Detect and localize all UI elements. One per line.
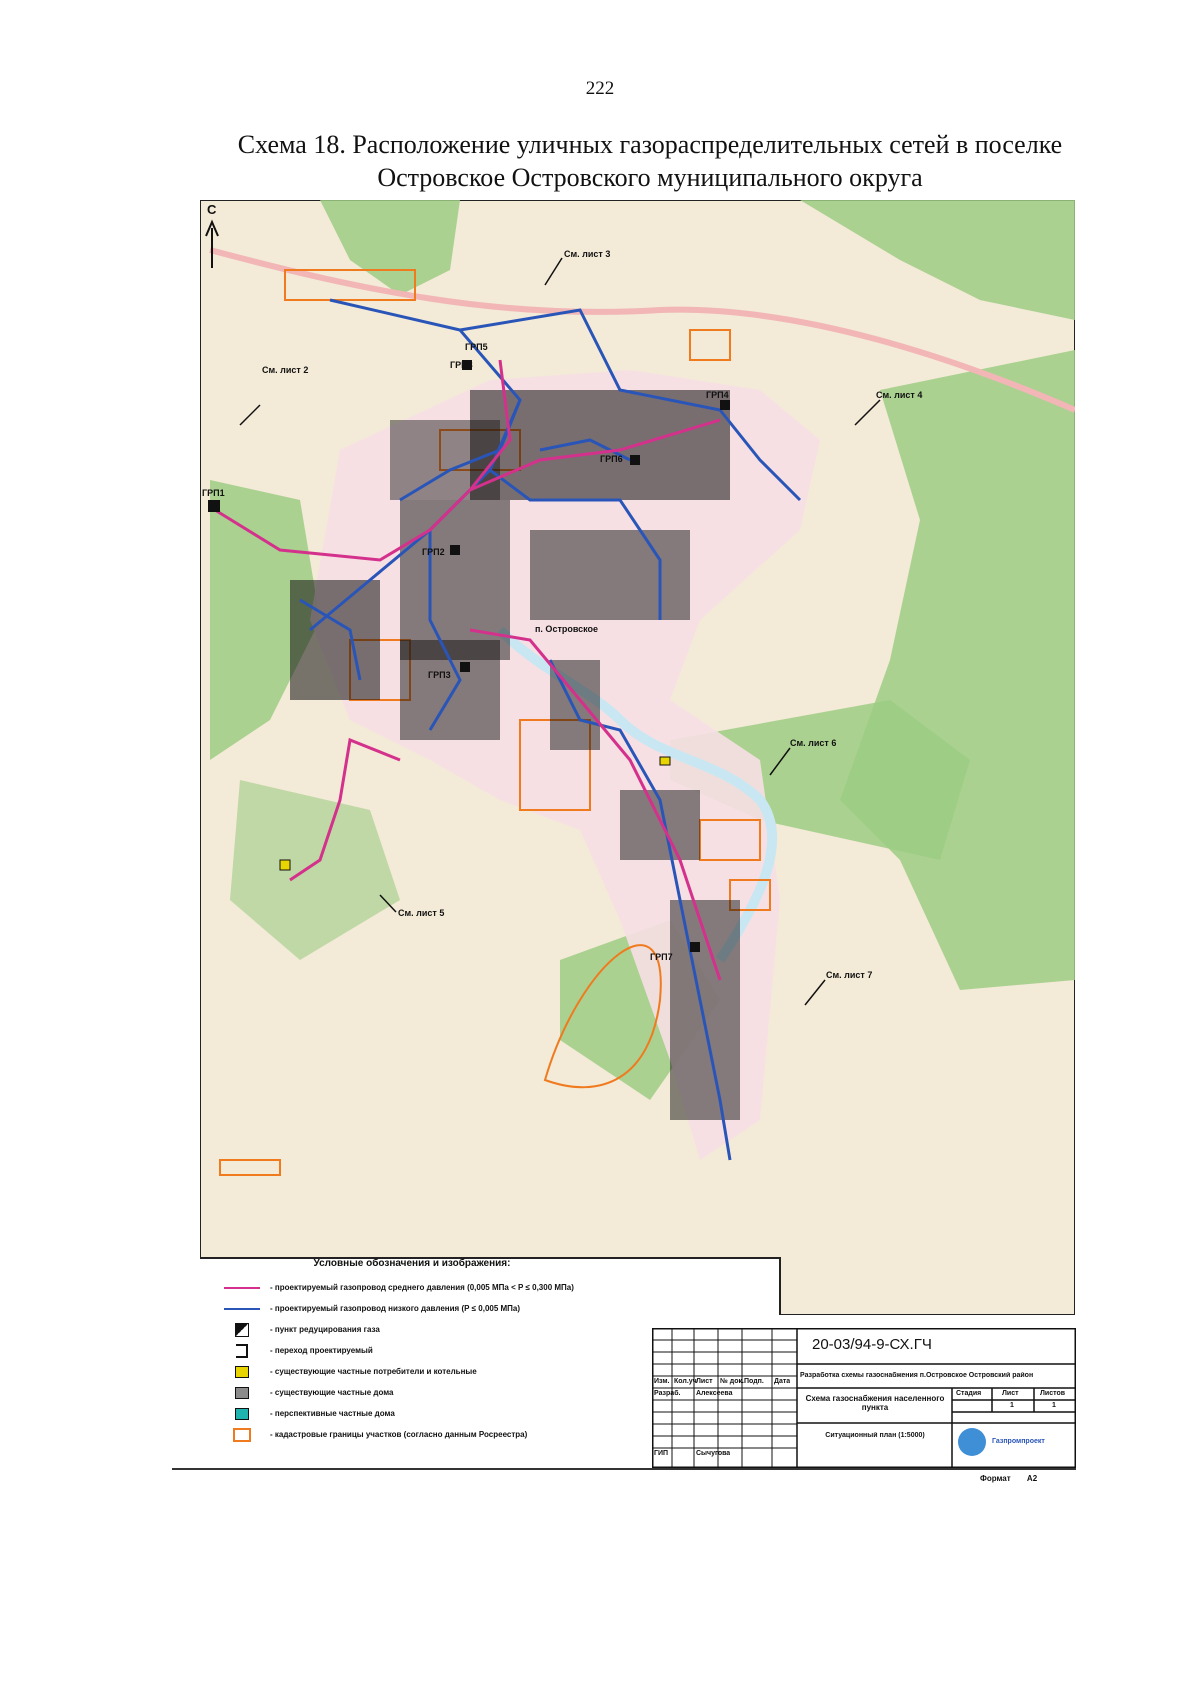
grp-marker — [450, 545, 460, 555]
legend-item — [222, 1277, 602, 1298]
grp-marker — [460, 662, 470, 672]
legend-item — [222, 1403, 602, 1424]
grp-label: ГРП3 — [428, 670, 451, 680]
grp-label: ГРП1 — [202, 488, 225, 498]
gip-role: ГИП — [654, 1450, 669, 1457]
grp-label: ГРП5 — [465, 342, 488, 352]
gip-name: Сычугова — [696, 1450, 731, 1457]
blue-line-icon — [222, 1302, 262, 1316]
yellow-box-icon — [222, 1365, 262, 1379]
grp-label: ГРП2 — [422, 547, 445, 557]
developer-role: Разраб. — [654, 1390, 681, 1397]
map-canvas — [200, 200, 1075, 1315]
teal-box-icon — [222, 1407, 262, 1421]
crossing-icon — [222, 1344, 262, 1358]
grp-label: ГРП4 — [706, 390, 729, 400]
figure-title-line-1: Схема 18. Расположение уличных газораспределительных сетей в поселке — [237, 130, 1063, 159]
legend-item-text: - существующие частные потребители и котельные — [270, 1367, 477, 1376]
grp-marker — [630, 455, 640, 465]
page-number: 222 — [585, 78, 615, 99]
company-name: Газпромпроект — [992, 1438, 1045, 1445]
legend-item-text: - проектируемый газопровод среднего давления (0,005 МПа < Р ≤ 0,300 МПа) — [270, 1283, 574, 1292]
grp-marker — [208, 500, 220, 512]
sheet-reference: См. лист 4 — [876, 390, 923, 400]
sheet-header: Лист — [1002, 1390, 1019, 1397]
grp-label: ГРП7 — [650, 952, 673, 962]
legend-item — [222, 1424, 602, 1445]
stamp-col-header: Изм. — [654, 1378, 670, 1385]
sheets-value: 1 — [1052, 1402, 1056, 1409]
gray-box-icon — [222, 1386, 262, 1400]
legend-item — [222, 1382, 602, 1403]
legend-item — [222, 1340, 602, 1361]
orange-box-icon — [222, 1428, 262, 1442]
stamp-col-header: Кол.уч — [674, 1378, 697, 1385]
grp-label: ГРП8 — [450, 360, 473, 370]
figure-title — [150, 128, 1150, 194]
sheet-reference: См. лист 5 — [398, 908, 445, 918]
legend-item — [222, 1298, 602, 1319]
legend-item-text: - пункт редуцирования газа — [270, 1325, 380, 1334]
format-value: А2 — [1026, 1474, 1038, 1483]
legend-item — [222, 1319, 602, 1340]
settlement-label: п. Островское — [535, 624, 599, 634]
north-label: С — [207, 202, 217, 217]
developer-name: Алексеева — [696, 1390, 733, 1397]
gas-network-map — [200, 200, 1075, 1315]
legend-item — [222, 1361, 602, 1382]
sheet-value: 1 — [1010, 1402, 1014, 1409]
legend — [222, 1258, 602, 1445]
sheet-reference: См. лист 7 — [826, 970, 873, 980]
sheet-reference: См. лист 2 — [262, 365, 309, 375]
yellow-consumer — [660, 757, 670, 765]
document-code: 20-03/94-9-СХ.ГЧ — [812, 1336, 932, 1353]
stamp-col-header: Подп. — [744, 1378, 764, 1385]
legend-item-text: - перспективные частные дома — [270, 1409, 395, 1418]
stage-header: Стадия — [956, 1390, 982, 1397]
figure-title-line-2: Островское Островского муниципального округа — [377, 163, 923, 192]
sheets-header: Листов — [1040, 1390, 1066, 1397]
grp-marker — [690, 942, 700, 952]
legend-title: Условные обозначения и изображения: — [313, 1258, 511, 1269]
company-logo-icon — [958, 1428, 986, 1456]
sheet-reference: См. лист 6 — [790, 738, 837, 748]
stamp-col-header: Дата — [774, 1378, 791, 1385]
format-field — [980, 1474, 1037, 1483]
grp-label: ГРП6 — [600, 454, 623, 464]
yellow-consumer — [280, 860, 290, 870]
bottom-rule — [172, 1468, 1076, 1470]
legend-item-text: - кадастровые границы участков (согласно данным Росреестра) — [270, 1430, 528, 1439]
legend-item-text: - проектируемый газопровод низкого давления (Р ≤ 0,005 МПа) — [270, 1304, 521, 1313]
project-name: Разработка схемы газоснабжения п.Островское Островский район — [800, 1372, 1034, 1379]
grp-marker — [720, 400, 730, 410]
title-block — [652, 1328, 1076, 1468]
sheet-reference: См. лист 3 — [564, 249, 611, 259]
format-label: Формат — [980, 1474, 1011, 1483]
magenta-line-icon — [222, 1281, 262, 1295]
sheet-name: Схема газоснабжения населенного пункта — [805, 1394, 945, 1412]
legend-item-text: - существующие частные дома — [270, 1388, 394, 1397]
grp-box-icon — [222, 1323, 262, 1337]
plan-name: Ситуационный план (1:5000) — [825, 1432, 925, 1439]
legend-item-text: - переход проектируемый — [270, 1346, 373, 1355]
stamp-col-header: Лист — [696, 1378, 713, 1385]
stamp-col-header: № док. — [720, 1378, 744, 1385]
